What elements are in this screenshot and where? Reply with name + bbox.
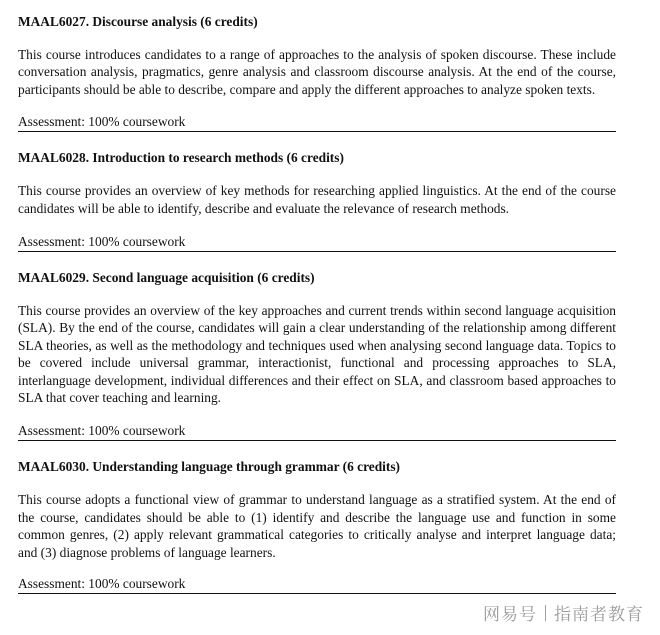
- course-entry-maal6030: [18, 453, 616, 594]
- course-title: MAAL6029. Second language acquisition (6 credits): [18, 270, 315, 286]
- source-watermark: [483, 600, 644, 625]
- course-entry-maal6027: [18, 8, 616, 132]
- watermark-divider: [545, 605, 546, 621]
- course-assessment: Assessment: 100% coursework: [18, 575, 616, 594]
- course-description: This course provides an overview of the key approaches and current trends within second language acquisition (SLA). By the end of the course, candidates will gain a clear understanding of the relationship among different SLA theories, as well as the methodology and techniques used when analysing second language data. Topics to be covered include universal grammar, interactionist, functional and processing approaches to SLA, interlanguage development, individual differences and their effect on SLA, and classroom based approaches to SLA that cover teaching and learning.: [18, 303, 616, 406]
- course-title: MAAL6030. Understanding language through grammar (6 credits): [18, 459, 401, 475]
- course-description: This course adopts a functional view of grammar to understand language as a stratified system. At the end of the course, candidates should be able to (1) identify and describe the language use and function in some common genres, (2) apply relevant grammatical categories to critically analyse and interpret language data; and (3) diagnose problems of language learners.: [18, 492, 616, 560]
- course-assessment: Assessment: 100% coursework: [18, 233, 616, 252]
- course-catalog-page: [18, 8, 616, 594]
- watermark-platform: 网易号: [483, 605, 537, 625]
- course-assessment: Assessment: 100% coursework: [18, 113, 616, 132]
- course-title: MAAL6028. Introduction to research methods (6 credits): [18, 150, 344, 166]
- course-description: This course provides an overview of key methods for researching applied linguistics. At the end of the course candidates will be able to identify, describe and evaluate the relevance of research methods.: [18, 183, 616, 216]
- course-description: This course introduces candidates to a range of approaches to the analysis of spoken discourse. These include conversation analysis, pragmatics, genre analysis and classroom discourse analysis. At the end of the course, participants should be able to describe, compare and apply the different approaches to analyze spoken texts.: [18, 47, 616, 97]
- course-entry-maal6028: [18, 144, 616, 252]
- course-title: MAAL6027. Discourse analysis (6 credits): [18, 14, 258, 29]
- course-entry-maal6029: [18, 264, 616, 441]
- course-assessment: Assessment: 100% coursework: [18, 422, 616, 441]
- watermark-account: 指南者教育: [554, 605, 644, 625]
